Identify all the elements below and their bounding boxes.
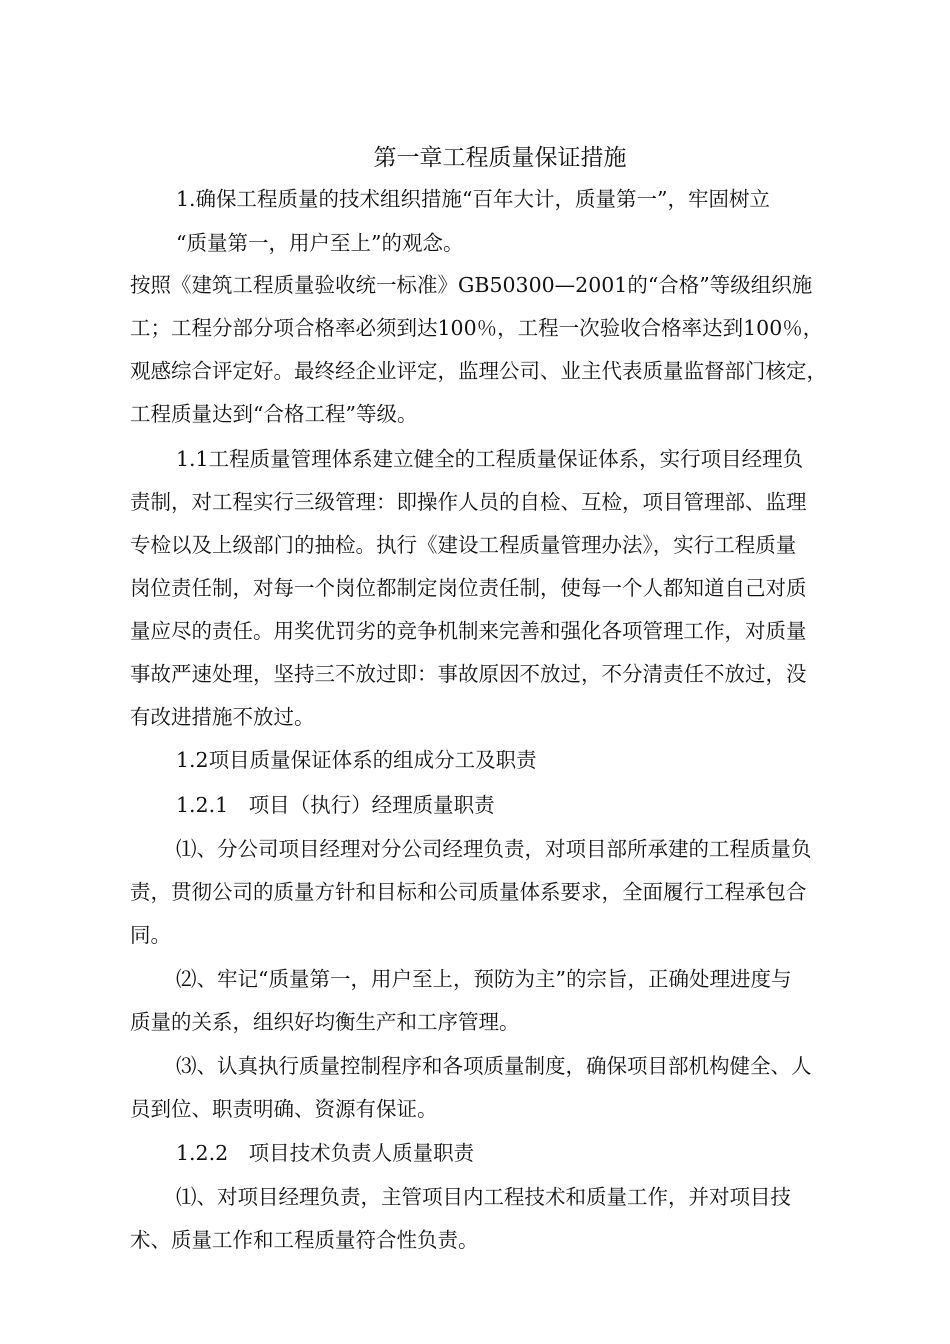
para-3-line-5: 量应尽的责任。用奖优罚劣的竞争机制来完善和强化各项管理工作，对质量: [130, 619, 807, 643]
para-1-line-2: “质量第一，用户至上”的观念。: [176, 231, 464, 255]
item-3-line-1: ⑶、认真执行质量控制程序和各项质量制度，确保项目部机构健全、人: [176, 1054, 812, 1078]
para-2-line-3: 观感综合评定好。最终经企业评定，监理公司、业主代表质量监督部门核定，: [130, 359, 827, 383]
chapter-title: 第一章工程质量保证措施: [373, 145, 627, 171]
section-heading-1-2-1: 1.2.1 项目（执行）经理质量职责: [176, 793, 495, 817]
para-2-line-1: 按照《建筑工程质量验收统一标准》GB50300—2001的“合格”等级组织施: [130, 273, 813, 297]
section-heading-1-2-2: 1.2.2 项目技术负责人质量职责: [176, 1141, 475, 1165]
para-2-line-4: 工程质量达到“合格工程”等级。: [130, 402, 418, 426]
para-3-line-6: 事故严速处理，坚持三不放过即：事故原因不放过，不分清责任不放过，没: [130, 662, 807, 686]
item-4-line-2: 术、质量工作和工程质量符合性负责。: [130, 1228, 479, 1252]
item-1-line-1: ⑴、分公司项目经理对分公司经理负责，对项目部所承建的工程质量负: [176, 837, 812, 861]
para-2-line-2: 工；工程分部分项合格率必须到达100％，工程一次验收合格率达到100％，: [130, 316, 824, 340]
item-3-line-2: 员到位、职责明确、资源有保证。: [130, 1097, 438, 1121]
para-3-line-2: 责制，对工程实行三级管理：即操作人员的自检、互检，项目管理部、监理: [130, 490, 807, 514]
para-3-line-4: 岗位责任制，对每一个岗位都制定岗位责任制，使每一个人都知道自己对质: [130, 576, 807, 600]
item-1-line-2: 责，贯彻公司的质量方针和目标和公司质量体系要求，全面履行工程承包合: [130, 880, 807, 904]
para-3-line-3: 专检以及上级部门的抽检。执行《建设工程质量管理办法》，实行工程质量: [130, 533, 797, 557]
item-2-line-2: 质量的关系，组织好均衡生产和工序管理。: [130, 1010, 520, 1034]
item-1-line-3: 同。: [130, 923, 171, 947]
para-3-line-1: 1.1工程质量管理体系建立健全的工程质量保证体系，实行项目经理负: [176, 447, 804, 471]
para-3-line-7: 有改进措施不放过。: [130, 705, 315, 729]
item-4-line-1: ⑴、对项目经理负责，主管项目内工程技术和质量工作，并对项目技: [176, 1185, 791, 1209]
item-2-line-1: ⑵、牢记“质量第一，用户至上，预防为主”的宗旨，正确处理进度与: [176, 967, 792, 991]
section-heading-1-2: 1.2项目质量保证体系的组成分工及职责: [176, 748, 537, 772]
para-1-line-1: 1.确保工程质量的技术组织措施“百年大计，质量第一”，牢固树立: [176, 187, 771, 211]
